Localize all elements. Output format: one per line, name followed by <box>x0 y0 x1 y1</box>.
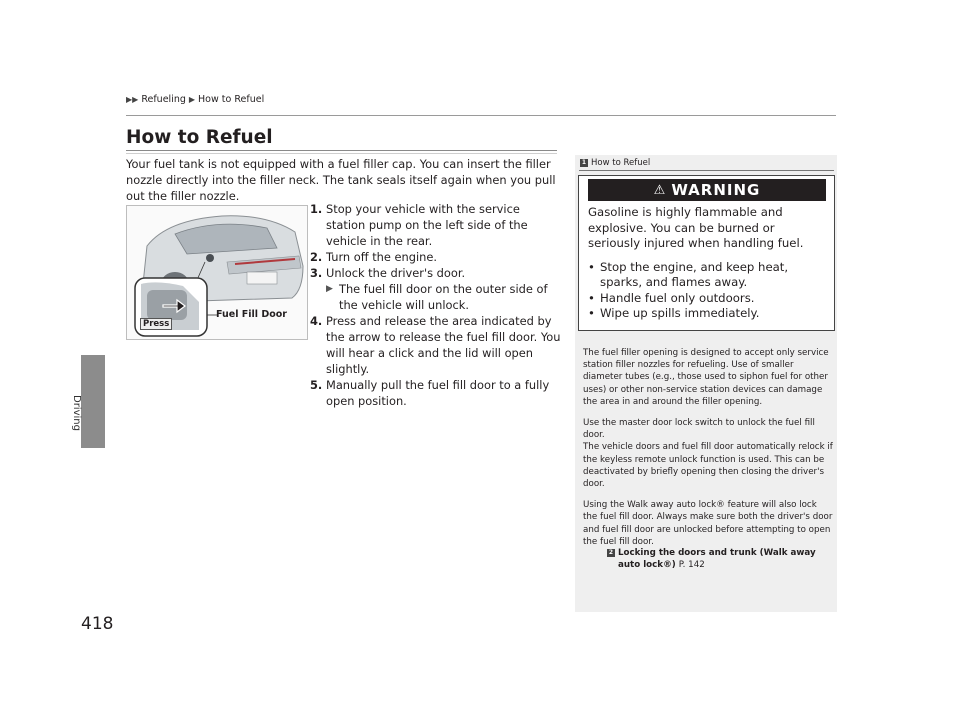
reference-marker-icon: 1 <box>581 159 587 166</box>
list-item: 4. Press and release the area indicated by the arrow to release the fuel fill door. You will hear a click and the lid will open slightly. <box>310 314 561 376</box>
warning-box <box>578 175 835 331</box>
press-callout: Press <box>140 318 172 330</box>
note-paragraph: The fuel filler opening is designed to accept only service station filler nozzles for refueling. Use of smaller diameter tubes (e.g., those used to siphon fuel for other uses) or other non-service station devices can damage the area in and around the filler opening. <box>583 348 829 407</box>
sidebar-rule <box>579 170 834 171</box>
cross-reference-text: Locking the doors and trunk (Walk away auto lock®) <box>618 548 816 571</box>
sidebar-notes <box>583 347 833 571</box>
reference-marker-icon: 2 <box>608 549 614 557</box>
title-rule-secondary <box>126 153 557 154</box>
title-rule <box>126 150 557 151</box>
note-paragraph: Use the master door lock switch to unlock the fuel fill door. <box>583 418 815 441</box>
list-item: • Wipe up spills immediately. <box>588 306 828 322</box>
warning-body <box>588 205 828 322</box>
breadcrumb-item-how-to-refuel[interactable]: How to Refuel <box>198 94 265 105</box>
list-item: 1. Stop your vehicle with the service station pump on the left side of the vehicle in the rear. <box>310 202 528 248</box>
breadcrumb-arrow-icon: ▶▶ <box>126 95 139 104</box>
refuel-steps <box>310 201 562 409</box>
section-tab <box>81 355 105 448</box>
note-paragraph: The vehicle doors and fuel fill door automatically relock if the keyless remote unlock function is used. This can be deactivated by briefly opening then closing the driver's door. <box>583 442 833 490</box>
step-substep: ▶ The fuel fill door on the outer side of the vehicle will unlock. <box>326 282 548 312</box>
sidebar-title: 1 How to Refuel <box>581 158 651 168</box>
list-item: 2. Turn off the engine. <box>310 250 437 264</box>
intro-paragraph: Your fuel tank is not equipped with a fuel filler cap. You can insert the filler nozzle directly into the filler neck. The tank seals itself again when you pull out the filler nozzle. <box>126 157 556 203</box>
list-item: 5. Manually pull the fuel fill door to a fully open position. <box>310 378 550 408</box>
section-tab-label: Driving <box>71 395 82 431</box>
triangle-right-icon: ▶ <box>326 284 333 294</box>
cross-reference-page: P. 142 <box>678 560 705 571</box>
note-paragraph: Using the Walk away auto lock® feature will also lock the fuel fill door. Always make sure both the driver's door and fuel fill door are unlocked before attempting to open the fuel fill door. <box>583 500 833 547</box>
header-rule <box>126 115 836 116</box>
breadcrumb-arrow-icon: ▶ <box>188 95 196 104</box>
page-title: How to Refuel <box>126 127 273 148</box>
page-number: 418 <box>81 614 114 634</box>
warning-header: ⚠ WARNING <box>588 179 826 201</box>
list-item: • Stop the engine, and keep heat, sparks, and flames away. <box>588 260 828 291</box>
list-item: 3. Unlock the driver's door. ▶ The fuel fill door on the outer side of the vehicle will unlock. <box>310 265 562 313</box>
cross-reference-link[interactable] <box>583 547 833 571</box>
alert-triangle-icon: ⚠ <box>653 182 667 198</box>
fuel-fill-door-callout: Fuel Fill Door <box>216 309 287 320</box>
list-item: • Handle fuel only outdoors. <box>588 291 828 307</box>
breadcrumb <box>126 94 264 105</box>
breadcrumb-item-refueling[interactable]: Refueling <box>141 94 186 105</box>
warning-intro: Gasoline is highly flammable and explosive. You can be burned or seriously injured when handling fuel. <box>588 205 804 250</box>
warning-bullets <box>588 260 828 322</box>
